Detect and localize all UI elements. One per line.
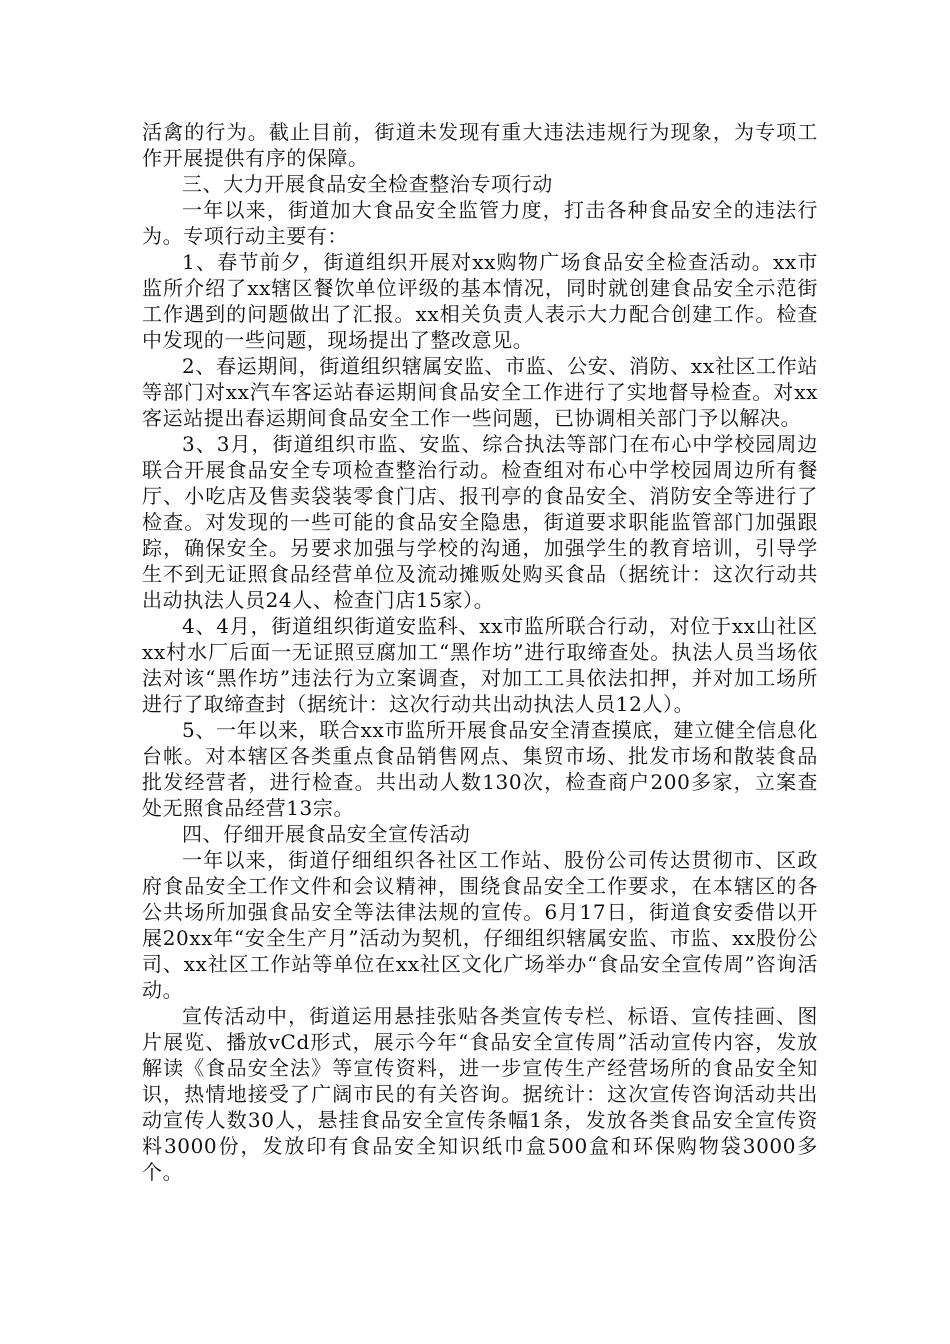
list-item: 1、春节前夕，街道组织开展对xx购物广场食品安全检查活动。xx市监所介绍了xx辖区餐饮单位评级的基本情况，同时就创建食品安全示范街工作遇到的问题做出了汇报。xx相关负责人表示大力配合创建工作。检查中发现的一些问题，现场提出了整改意见。 xyxy=(142,250,818,352)
list-item: 5、一年以来，联合xx市监所开展食品安全清查摸底，建立健全信息化台帐。对本辖区各类重点食品销售网点、集贸市场、批发市场和散装食品批发经营者，进行检查。共出动人数130次，检查商户200多家，立案查处无照食品经营13宗。 xyxy=(142,718,818,820)
list-item: 4、4月，街道组织街道安监科、xx市监所联合行动，对位于xx山社区xx村水厂后面一无证照豆腐加工“黑作坊”进行取缔查处。执法人员当场依法对该“黑作坊”违法行为立案调查，对加工工具依法扣押，并对加工场所进行了取缔查封（据统计：这次行动共出动执法人员12人）。 xyxy=(142,614,818,716)
document-body xyxy=(142,119,818,1185)
section-heading: 三、大力开展食品安全检查整治专项行动 xyxy=(182,172,553,196)
list-item: 2、春运期间，街道组织辖属安监、市监、公安、消防、xx社区工作站等部门对xx汽车客运站春运期间食品安全工作进行了实地督导检查。对xx客运站提出春运期间食品安全工作一些问题，已协调相关部门予以解决。 xyxy=(142,354,818,430)
list-item: 3、3月，街道组织市监、安监、综合执法等部门在布心中学校园周边联合开展食品安全专项检查整治行动。检查组对布心中学校园周边所有餐厅、小吃店及售卖袋装零食门店、报刊亭的食品安全、消防安全等进行了检查。对发现的一些可能的食品安全隐患，街道要求职能监管部门加强跟踪，确保安全。另要求加强与学校的沟通，加强学生的教育培训，引导学生不到无证照食品经营单位及流动摊贩处购买食品（据统计：这次行动共出动执法人员24人、检查门店15家）。 xyxy=(142,432,818,612)
paragraph: 一年以来，街道加大食品安全监管力度，打击各种食品安全的违法行为。专项行动主要有： xyxy=(142,198,818,248)
paragraph: 一年以来，街道仔细组织各社区工作站、股份公司传达贯彻市、区政府食品安全工作文件和会议精神，围绕食品安全工作要求，在本辖区的各公共场所加强食品安全等法律法规的宣传。6月17日，街道食安委借以开展20xx年“安全生产月”活动为契机，仔细组织辖属安监、市监、xx股份公司、xx社区工作站等单位在xx社区文化广场举办“食品安全宣传周”咨询活动。 xyxy=(142,848,818,1002)
paragraph: 宣传活动中，街道运用悬挂张贴各类宣传专栏、标语、宣传挂画、图片展览、播放vCd形式，展示今年“食品安全宣传周”活动宣传内容，发放解读《食品安全法》等宣传资料，进一步宣传生产经营场所的食品安全知识，热情地接受了广阔市民的有关咨询。据统计：这次宣传咨询活动共出动宣传人数30人，悬挂食品安全宣传条幅1条，发放各类食品安全宣传资料3000份，发放印有食品安全知识纸巾盒500盒和环保购物袋3000多个。 xyxy=(142,1004,818,1184)
section-heading: 四、仔细开展食品安全宣传活动 xyxy=(182,822,471,846)
paragraph: 活禽的行为。截止目前，街道未发现有重大违法违规行为现象，为专项工作开展提供有序的保障。 xyxy=(142,120,818,170)
